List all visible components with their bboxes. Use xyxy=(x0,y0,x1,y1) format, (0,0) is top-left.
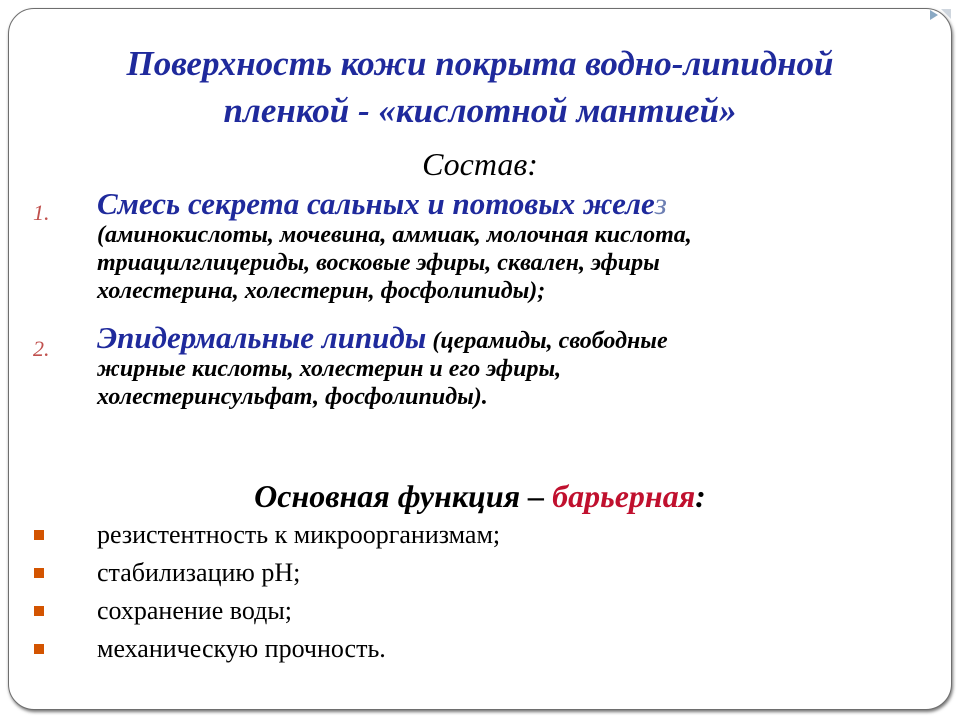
function-suffix: : xyxy=(695,478,706,514)
item-1-head-tail: з xyxy=(654,186,667,221)
item-1-line: холестерина, холестерин, фосфолипиды); xyxy=(97,278,546,304)
list-item-text: механическую прочность. xyxy=(97,634,386,663)
corner-decoration xyxy=(941,9,951,19)
function-prefix: Основная функция – xyxy=(254,478,553,514)
list-item xyxy=(34,596,914,634)
list-item-text: резистентность к микроорганизмам; xyxy=(97,520,501,549)
slide-title xyxy=(0,40,960,134)
item-1-line: триацилглицериды, восковые эфиры, сквален, эфиры xyxy=(97,250,660,276)
item-1-line: (аминокислоты, мочевина, аммиак, молочная кислота, xyxy=(97,222,692,248)
square-bullet-icon xyxy=(34,530,44,540)
composition-item-2 xyxy=(97,320,917,411)
item-1-head: Смесь секрета сальных и потовых желе xyxy=(97,186,655,221)
square-bullet-icon xyxy=(34,568,44,578)
item-1-head-line xyxy=(97,186,917,221)
title-line-2: пленкой - «кислотной мантией» xyxy=(223,91,737,130)
item-2-line: жирные кислоты, холестерин и его эфиры, xyxy=(97,356,562,382)
composition-item-1 xyxy=(97,186,917,305)
item-2-head-line xyxy=(97,320,917,355)
composition-heading: Состав: xyxy=(422,146,538,182)
square-bullet-icon xyxy=(34,644,44,654)
item-number-1: 1. xyxy=(33,200,50,225)
list-item xyxy=(34,634,914,672)
list-item-text: сохранение воды; xyxy=(97,596,293,625)
play-arrow-icon xyxy=(930,10,938,20)
item-number-2: 2. xyxy=(33,336,50,361)
function-list xyxy=(34,520,914,672)
function-accent: барьерная xyxy=(552,478,696,514)
list-item xyxy=(34,558,914,596)
item-2-first-line-tail: (церамиды, свободные xyxy=(426,328,668,354)
title-line-1: Поверхность кожи покрыта водно-липидной xyxy=(126,44,834,83)
list-item xyxy=(34,520,914,558)
square-bullet-icon xyxy=(34,606,44,616)
item-2-line: холестеринсульфат, фосфолипиды). xyxy=(97,384,488,410)
item-2-head: Эпидермальные липиды xyxy=(97,320,427,355)
list-item-text: стабилизацию рН; xyxy=(97,558,301,587)
function-heading xyxy=(0,478,960,515)
